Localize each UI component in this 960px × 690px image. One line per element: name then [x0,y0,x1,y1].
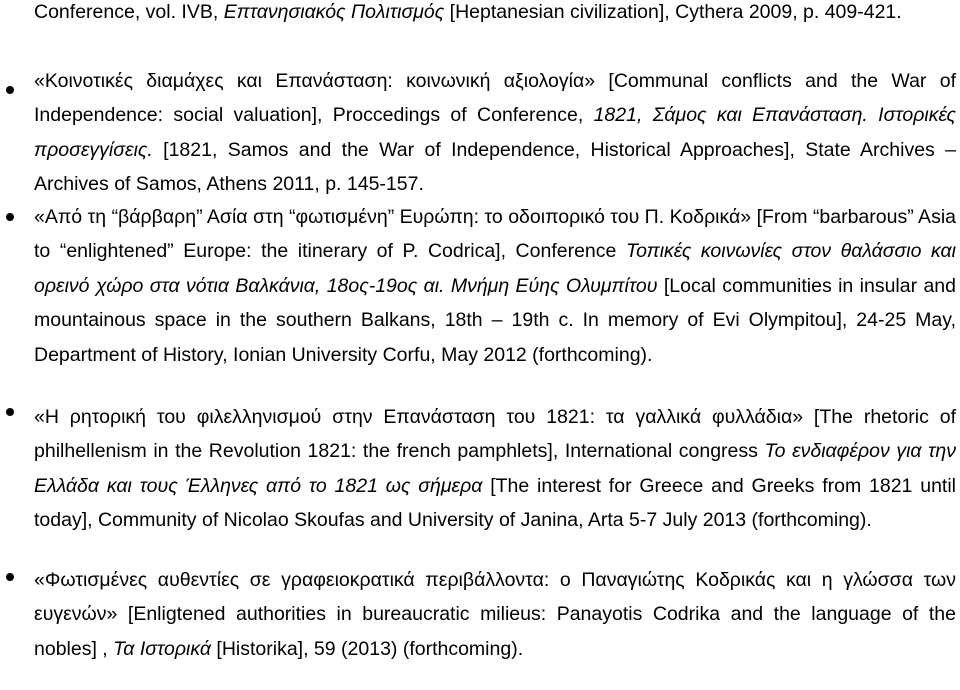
entry-text-italic: Επτανησιακός Πολιτισμός [223,1,445,23]
bullet-icon [6,213,14,221]
entry-text: [Historika], 59 (2013) (forthcoming). [211,637,524,660]
entry-text: «Κοινοτικές διαμάχες και Επανάσταση: κοινωνική αξιολογία» [Communal conflicts and the War of Independence: social valuation], Proccedings of Conference, [34,70,956,127]
reference-entry [34,563,956,666]
entry-text: «Από τη “βάρβαρη” Ασία στη “φωτισμένη” Ευρώπη: το οδοιπορικό του Π. Κοδρικά» [From “barbarous” Asia to “enlightened” Europe: the itinerary of P. Codrica], Conference [34,206,956,263]
entry-text: «Φωτισμένες αυθεντίες σε γραφειοκρατικά περιβάλλοντα: ο Παναγιώτης Κοδρικάς και η γλώσσα των ευγενών» [Enligtened authorities in bureaucratic milieus: Panayotis Codrika and the language of the nobles] , [34,569,956,660]
reference-entry [34,200,956,372]
bullet-icon [6,408,14,416]
entry-text: [The interest for Greece and Greeks from 1821 until today], Community of Nicolao Skoufas and University of Janina, Arta 5-7 July 2013 (forthcoming). [34,474,956,532]
reference-entry [34,400,956,538]
reference-entry-continued [34,0,956,29]
entry-text-italic: Τα Ιστορικά [113,637,211,660]
entry-text: Conference, vol. IVB, [34,1,224,23]
reference-entry [34,64,956,202]
entry-text-italic: Τοπικές κοινωνίες στον θαλάσσιο και ορεινό χώρο στα νότια Βαλκάνια, 18ος-19ος αι. Μνήμη Εύης Ολυμπίτου [34,240,956,297]
bullet-icon [6,86,14,94]
entry-text-italic: 1821, Σάμος και Επανάσταση. Ιστορικές προσεγγίσεις. [34,104,956,161]
entry-text: [1821, Samos and the War of Independence, Historical Approaches], State Archives – Archives of Samos, Athens 2011, p. 145-157. [34,138,956,196]
entry-text-italic: Το ενδιαφέρον για την Ελλάδα και τους Έλληνες από το 1821 ως σήμερα [34,440,956,497]
bullet-icon [6,573,14,581]
entry-text: [Heptanesian civilization], Cythera 2009, p. 409-421. [444,1,902,23]
entry-text: «Η ρητορική του φιλελληνισμού στην Επανάσταση του 1821: τα γαλλικά φυλλάδια» [The rhetoric of philhellenism in the Revolution 1821: the french pamphlets], International congress [34,406,956,463]
entry-text: [Local communities in insular and mountainous space in the southern Balkans, 18th – 19th c. In memory of Evi Olympitou], 24-25 May, Department of History, Ionian University Corfu, May 2012 (forthcoming). [34,274,957,366]
